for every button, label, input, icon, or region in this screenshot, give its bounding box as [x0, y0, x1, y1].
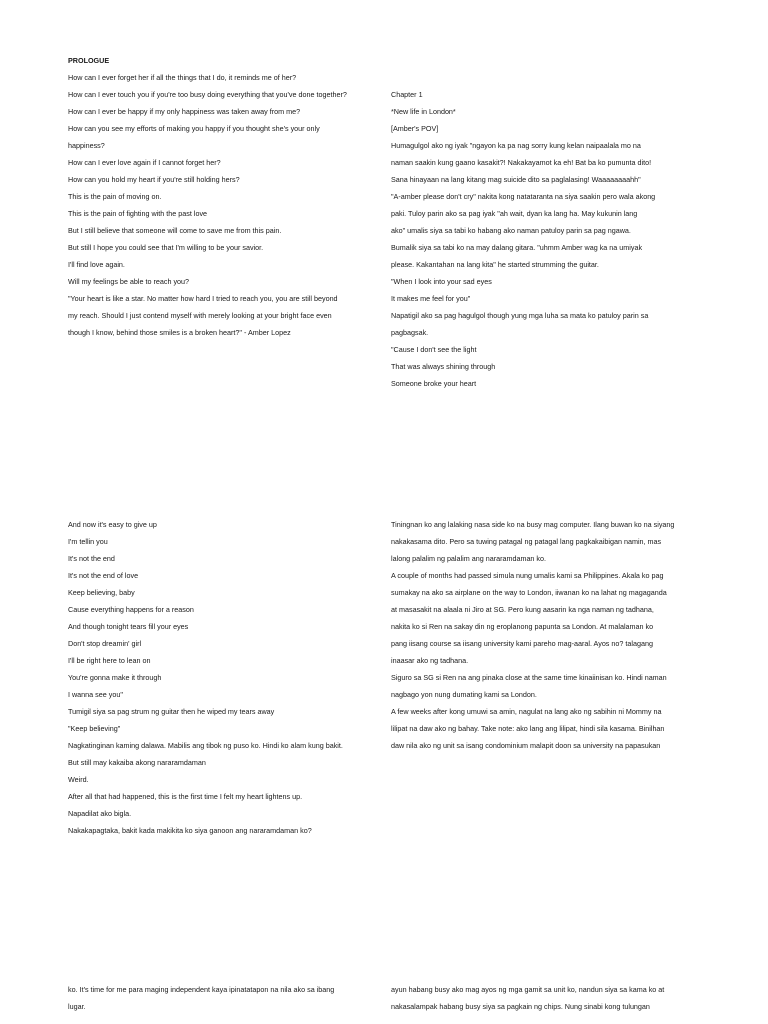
text-line: "Cause I don't see the light — [391, 345, 477, 354]
text-line: How can I ever forget her if all the things that I do, it reminds me of her? — [68, 73, 297, 82]
text-line: *New life in London* — [391, 107, 456, 116]
text-line: nakita ko si Ren na sakay din ng eroplanong papunta sa London. At malalaman ko — [391, 622, 654, 631]
text-line: Keep believing, baby — [68, 588, 135, 597]
text-line: paki. Tuloy parin ako sa pag iyak "ah wait, dyan ka lang ha. May kukunin lang — [391, 209, 638, 218]
text-line: And now it's easy to give up — [68, 520, 157, 529]
text-line: Someone broke your heart — [391, 379, 477, 388]
text-line: naman saakin kung gaano kasakit?! Nakakayamot ka eh! Bat ba ko pumunta dito! — [391, 158, 652, 167]
narrative-section — [391, 520, 691, 758]
prologue-heading: PROLOGUE — [68, 56, 110, 65]
text-line: How can I ever touch you if you're too busy doing everything that you've done together? — [68, 90, 347, 99]
text-line: It's not the end of love — [68, 571, 139, 580]
narrative-lines — [391, 520, 691, 750]
text-line: please. Kakantahan na lang kita" he started strumming the guitar. — [391, 260, 599, 269]
text-line: I wanna see you" — [68, 690, 123, 699]
text-line: Cause everything happens for a reason — [68, 605, 194, 614]
text-line: It makes me feel for you" — [391, 294, 471, 303]
text-line: But still may kakaiba akong nararamdaman — [68, 758, 206, 767]
text-line: How can I ever love again if I cannot forget her? — [68, 158, 221, 167]
text-line: Napadilat ako bigla. — [68, 809, 132, 818]
text-line: That was always shining through — [391, 362, 496, 371]
bottom-left-lines — [68, 985, 368, 1011]
text-line: I'll be right here to lean on — [68, 656, 151, 665]
text-line: This is the pain of moving on. — [68, 192, 162, 201]
text-line: though I know, behind those smiles is a broken heart?" - Amber Lopez — [68, 328, 291, 337]
text-line: Tiningnan ko ang lalaking nasa side ko na busy mag computer. Ilang buwan ko na siyang — [391, 520, 675, 529]
text-line: Weird. — [68, 775, 89, 784]
text-line: lalong palalim ng palalim ang nararamdaman ko. — [391, 554, 547, 563]
text-line: And though tonight tears fill your eyes — [68, 622, 189, 631]
bottom-right-lines — [391, 985, 691, 1011]
text-line: pang iisang course sa iisang university kami pareho mag-aaral. Ayos no? talagang — [391, 639, 653, 648]
text-line: Napatigil ako sa pag hagulgol though yung mga luha sa mata ko patuloy parin sa — [391, 311, 649, 320]
bottom-left-section — [68, 985, 368, 1019]
text-line: [Amber's POV] — [391, 124, 439, 133]
text-line: A couple of months had passed simula nung umalis kami sa Philippines. Akala ko pag — [391, 571, 664, 580]
bottom-right-section — [391, 985, 691, 1019]
text-line: Humagulgol ako ng iyak "ngayon ka pa nag sorry kung kelan naipaalala mo na — [391, 141, 641, 150]
text-line: Nakakapagtaka, bakit kada makikita ko siya ganoon ang nararamdaman ko? — [68, 826, 312, 835]
prologue-section — [68, 56, 368, 345]
text-line: How can I ever be happy if my only happiness was taken away from me? — [68, 107, 301, 116]
text-line: at masasakit na alaala ni Jiro at SG. Pero kung aasarin ka nga naman ng tadhana, — [391, 605, 654, 614]
text-line: ako" umalis siya sa tabi ko habang ako naman patuloy parin sa pag ngawa. — [391, 226, 631, 235]
text-line: How can you see my efforts of making you happy if you thought she's your only — [68, 124, 320, 133]
text-line: I'll find love again. — [68, 260, 125, 269]
text-line: This is the pain of fighting with the past love — [68, 209, 208, 218]
text-line: Siguro sa SG si Ren na ang pinaka close at the same time kinaiinisan ko. Hindi naman — [391, 673, 667, 682]
lyrics-section — [68, 520, 368, 843]
text-line: ayun habang busy ako mag ayos ng mga gamit sa unit ko, nandun siya sa kama ko at — [391, 985, 665, 994]
text-line: "A-amber please don't cry" nakita kong natataranta na siya saakin pero wala akong — [391, 192, 656, 201]
text-line: pagbagsak. — [391, 328, 429, 337]
text-line: my reach. Should I just contend myself with merely looking at your bright face even — [68, 311, 332, 320]
text-line: nagbago yon nung dumating kami sa London. — [391, 690, 537, 699]
text-line: nakasalampak habang busy siya sa pagkain ng chips. Nung sinabi kong tulungan — [391, 1002, 650, 1011]
chapter1-heading: Chapter 1 — [391, 90, 423, 99]
chapter1-lines — [391, 107, 691, 388]
text-line: sumakay na ako sa airplane on the way to London, iiwanan ko na lahat ng magaganda — [391, 588, 667, 597]
text-line: You're gonna make it through — [68, 673, 162, 682]
text-line: Bumalik siya sa tabi ko na may dalang gitara. "uhmm Amber wag ka na umiyak — [391, 243, 643, 252]
text-line: But still I hope you could see that I'm willing to be your savior. — [68, 243, 264, 252]
text-line: ko. It's time for me para maging independent kaya ipinatatapon na nila ako sa ibang — [68, 985, 335, 994]
chapter1-section — [391, 90, 691, 396]
text-line: Tumigil siya sa pag strum ng guitar then he wiped my tears away — [68, 707, 275, 716]
text-line: But I still believe that someone will come to save me from this pain. — [68, 226, 282, 235]
text-line: daw nila ako ng unit sa isang condominium malapit doon sa university na papasukan — [391, 741, 661, 750]
text-line: It's not the end — [68, 554, 115, 563]
text-line: A few weeks after kong umuwi sa amin, nagulat na lang ako ng sabihin ni Mommy na — [391, 707, 662, 716]
text-line: I'm tellin you — [68, 537, 108, 546]
text-line: Will my feelings be able to reach you? — [68, 277, 190, 286]
text-line: lilipat na daw ako ng bahay. Take note: ako lang ang lilipat, hindi sila kasama. Binilhan — [391, 724, 665, 733]
lyrics-lines — [68, 520, 368, 835]
text-line: lugar. — [68, 1002, 86, 1011]
text-line: After all that had happened, this is the first time I felt my heart lightens up. — [68, 792, 303, 801]
text-line: "When I look into your sad eyes — [391, 277, 492, 286]
text-line: Nagkatinginan kaming dalawa. Mabilis ang tibok ng puso ko. Hindi ko alam kung bakit. — [68, 741, 343, 750]
text-line: inaasar ako ng tadhana. — [391, 656, 469, 665]
text-line: Sana hinayaan na lang kitang mag suicide dito sa paglalasing! Waaaaaaaahh" — [391, 175, 641, 184]
text-line: "Your heart is like a star. No matter how hard I tried to reach you, you are still beyond — [68, 294, 338, 303]
text-line: How can you hold my heart if you're still holding hers? — [68, 175, 240, 184]
prologue-lines — [68, 73, 368, 337]
text-line: nakakasama dito. Pero sa tuwing patagal ng patagal lang pagkakaibigan namin, mas — [391, 537, 662, 546]
text-line: Don't stop dreamin' girl — [68, 639, 142, 648]
text-line: happiness? — [68, 141, 105, 150]
text-line: "Keep believing" — [68, 724, 121, 733]
